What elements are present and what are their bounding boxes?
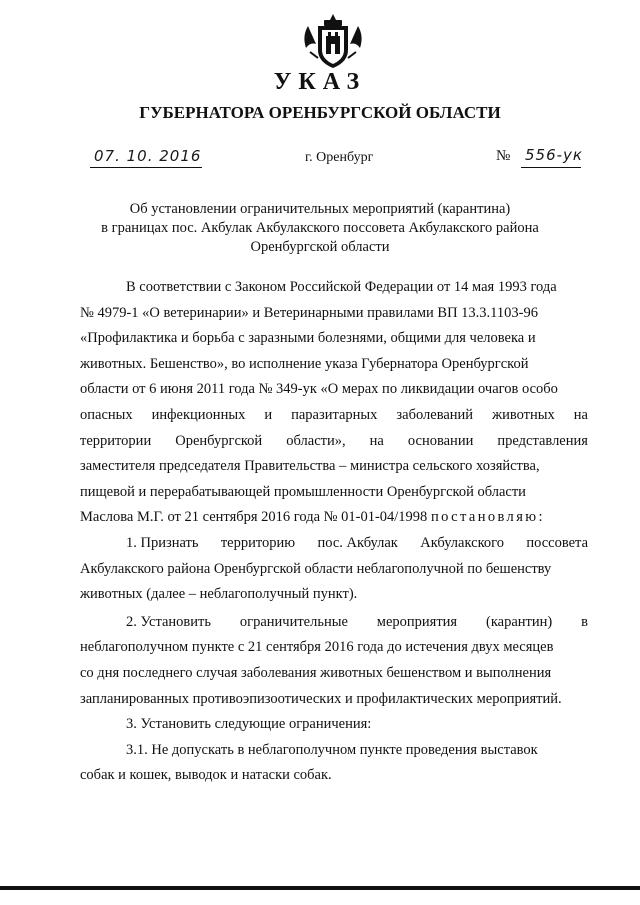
preamble-line: В соответствии с Законом Российской Федерации от 14 мая 1993 года (126, 279, 557, 295)
item1-line: Акбулакского района Оренбургской области неблагополучной по бешенству (80, 560, 552, 577)
document-date-field (90, 146, 202, 168)
item1-line: животных (далее – неблагополучный пункт). (80, 586, 358, 603)
preamble-line: территории Оренбургской области», на основании представления (80, 432, 588, 449)
document-title: УКАЗ (273, 69, 367, 95)
item1-line: 1. Признать территорию пос. Акбулак Акбулакского поссовета (126, 534, 588, 551)
page-bottom-rule (0, 886, 640, 890)
number-sign: № (496, 148, 511, 164)
coat-of-arms-icon (300, 12, 366, 70)
item2-line: 2. Установить ограничительные мероприятия (карантин) в (126, 613, 588, 630)
preamble-line: «Профилактика и борьба с заразными болезнями, общими для человека и (80, 330, 536, 347)
heading-line: Оренбургской области (250, 239, 390, 255)
preamble-line: животных. Бешенство», во исполнение указа Губернатора Оренбургской (80, 355, 529, 372)
preamble-line: № 4979-1 «О ветеринарии» и Ветеринарными правилами ВП 13.3.1103-96 (80, 304, 538, 321)
postanovlyayu-word: постановляю: (430, 509, 545, 526)
preamble-line: заместителя председателя Правительства – министра сельского хозяйства, (80, 458, 540, 475)
item2-line: запланированных противоэпизоотических и профилактических мероприятий. (80, 690, 562, 707)
preamble-line: опасных инфекционных и паразитарных заболеваний животных на (80, 406, 588, 423)
document-subtitle: ГУБЕРНАТОРА ОРЕНБУРГСКОЙ ОБЛАСТИ (139, 103, 501, 122)
item2-line: со дня последнего случая заболевания животных бешенством и выполнения (80, 664, 552, 681)
preamble-line: области от 6 июня 2011 года № 349-ук «О мерах по ликвидации очагов особо (80, 381, 558, 398)
document-number: 556-ук (525, 146, 583, 164)
document-date: 07. 10. 2016 (94, 147, 202, 165)
preamble-line: пищевой и перерабатывающей промышленности Оренбургской области (80, 483, 526, 500)
preamble-line: Маслова М.Г. от 21 сентября 2016 года № 01-01-04/1998 постановляю: (80, 509, 545, 526)
item3-line: 3. Установить следующие ограничения: (126, 716, 372, 733)
item31-line: собак и кошек, выводок и натаски собак. (80, 767, 332, 784)
document-heading (60, 200, 580, 257)
document-number-field (496, 146, 586, 168)
heading-line: Об установлении ограничительных мероприятий (карантина) (129, 201, 511, 217)
document-city: г. Оренбург (305, 150, 374, 165)
date-underline (90, 167, 202, 168)
document-body (80, 275, 588, 789)
heading-line: в границах пос. Акбулак Акбулакского поссовета Акбулакского района (101, 220, 539, 236)
number-underline (521, 167, 581, 168)
item31-line: 3.1. Не допускать в неблагополучном пункте проведения выставок (126, 741, 538, 758)
item2-line: неблагополучном пункте с 21 сентября 2016 года до истечения двух месяцев (80, 639, 554, 656)
